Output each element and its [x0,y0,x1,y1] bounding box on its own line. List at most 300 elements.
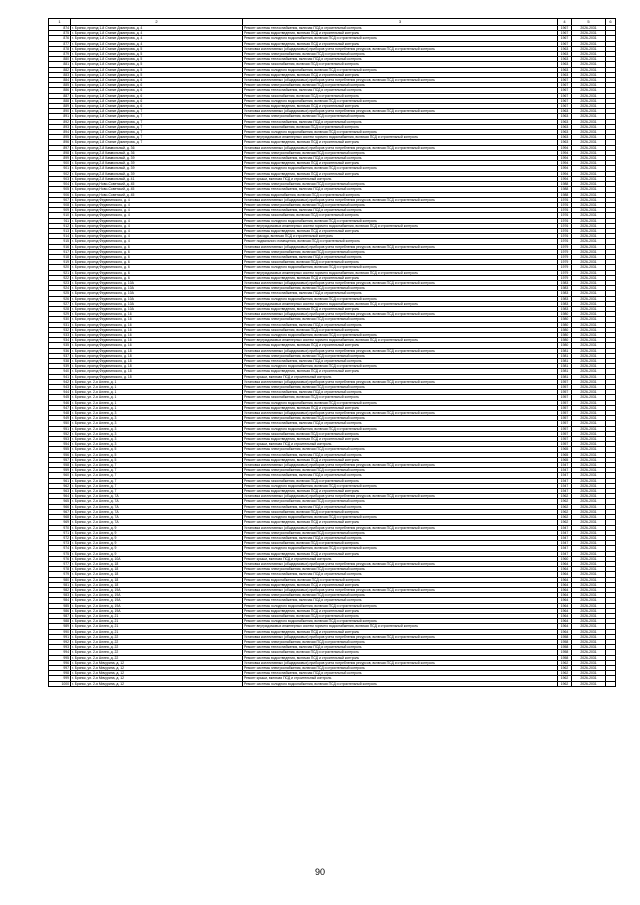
address-cell: г. Брянск, проезд 2-й Камвольный, д. 39 [71,156,243,161]
row-number-cell: 961 [49,478,71,483]
address-cell: г. Брянск, ул. 2-я Аллея, д. 1 [71,395,243,400]
address-cell: г. Брянск, ул. 2-я Аллея, д. 21 [71,613,243,618]
work-type-cell: Ремонт внутридомовых инженерных систем горячего водоснабжения, включая ПСД и строительный контроль [243,270,558,275]
work-type-cell: Ремонт системы водоотведения, включая ПСД и строительный контроль [243,437,558,442]
work-type-cell: Установка коллективных (общедомовых) приборов учета потребления ресурсов, включая ПСД и строительный контроль [243,78,558,83]
work-type-cell: Ремонт системы водоотведения, включая ПСД и строительный контроль [243,655,558,660]
row-number-cell: 938 [49,359,71,364]
work-type-cell: Ремонт системы холодного водоснабжения, включая ПСД и строительный контроль [243,166,558,171]
row-number-cell: 884 [49,78,71,83]
page-number: 90 [314,867,325,877]
address-cell: г. Брянск, проезд 1-й Станке Димитрова, д. 6 [71,104,243,109]
address-cell: г. Брянск, ул. 2-я Аллея, д. 19А [71,608,243,613]
work-type-cell: Установка коллективных (общедомовых) приборов учета потребления ресурсов, включая ПСД и строительный контроль [243,634,558,639]
year-cell: 1957 [558,400,572,405]
row-number-cell: 962 [49,483,71,488]
year-cell: 1963 [558,62,572,67]
row-number-cell: 876 [49,36,71,41]
work-type-cell: Ремонт системы газоснабжения, включая ПСД и строительный контроль [243,478,558,483]
row-number-cell: 984 [49,598,71,603]
address-cell: г. Брянск, ул. 2-я Аллея, д. 19А [71,598,243,603]
period-cell: 2026-2031 [572,296,606,301]
year-cell: 1957 [558,390,572,395]
work-type-cell: Ремонт системы газоснабжения, включая ПСД и строительный контроль [243,124,558,129]
address-cell: г. Брянск, проезд Федюнинского, д. 16 [71,338,243,343]
work-type-cell: Ремонт системы электроснабжения, включая ПСД и строительный контроль [243,202,558,207]
address-cell: г. Брянск, проезд Федюнинского, д. 16 [71,312,243,317]
work-type-cell: Ремонт системы теплоснабжения, включая ПСД и строительный контроль [243,57,558,62]
row-number-cell: 940 [49,369,71,374]
row-number-cell: 996 [49,660,71,665]
work-type-cell: Ремонт крыши, включая ПСД и строительный контроль [243,556,558,561]
row-number-cell: 894 [49,130,71,135]
period-cell: 2026-2031 [572,426,606,431]
address-cell: г. Брянск, проезд 1-й Станке Димитрова, д. 5 [71,52,243,57]
year-cell: 1962 [558,504,572,509]
address-cell: г. Брянск, проезд Федюнинского, д. 18 [71,369,243,374]
period-cell: 2026-2031 [572,244,606,249]
period-cell: 2026-2031 [572,98,606,103]
row-number-cell: 992 [49,639,71,644]
row-number-cell: 928 [49,306,71,311]
header-cell: 4 [558,19,572,26]
work-type-cell: Ремонт системы холодного водоснабжения, включая ПСД и строительный контроль [243,515,558,520]
work-type-cell: Ремонт системы электроснабжения, включая ПСД и строительный контроль [243,385,558,390]
header-cell: 6 [606,19,616,26]
year-cell: 1981 [558,348,572,353]
address-cell: г. Брянск, проезд Ново-Советский, д. 45 [71,192,243,197]
work-type-cell: Ремонт крыши, включая ПСД и строительный контроль [243,442,558,447]
address-cell: г. Брянск, проезд 1-й Станке Димитрова, д. 6 [71,78,243,83]
period-cell: 2026-2031 [572,431,606,436]
period-cell: 2026-2031 [572,52,606,57]
row-number-cell: 995 [49,655,71,660]
address-cell: г. Брянск, проезд 1-й Станке Димитрова, д. 6 [71,93,243,98]
period-cell: 2026-2031 [572,31,606,36]
work-type-cell: Ремонт фасада, включая ПСД и строительный контроль [243,234,558,239]
address-cell: г. Брянск, ул. 2-я Аллея, д. 7 [71,463,243,468]
address-cell: г. Брянск, ул. 2-я Аллея, д. 18 [71,577,243,582]
work-type-cell: Ремонт системы теплоснабжения, включая ПСД и строительный контроль [243,452,558,457]
period-cell: 2026-2031 [572,182,606,187]
row-number-cell: 983 [49,593,71,598]
row-number-cell: 967 [49,509,71,514]
address-cell: г. Брянск, проезд 1-й Станке Димитрова, д. 7 [71,109,243,114]
work-type-cell: Ремонт системы газоснабжения, включая ПСД и строительный контроль [243,613,558,618]
period-cell: 2026-2031 [572,483,606,488]
address-cell: г. Брянск, проезд Федюнинского, д. 18 [71,359,243,364]
year-cell: 1983 [558,306,572,311]
address-cell: г. Брянск, проезд 1-й Станке Димитрова, д. 4 [71,31,243,36]
address-cell: г. Брянск, проезд Федюнинского, д. 4 [71,213,243,218]
year-cell: 1958 [558,650,572,655]
address-cell: г. Брянск, проезд 1-й Станке Димитрова, д. 6 [71,98,243,103]
row-number-cell: 888 [49,98,71,103]
period-cell: 2026-2031 [572,572,606,577]
row-number-cell: 949 [49,416,71,421]
row-number-cell: 929 [49,312,71,317]
period-cell: 2026-2031 [572,411,606,416]
row-number-cell: 990 [49,629,71,634]
year-cell: 1981 [558,374,572,379]
year-cell: 1947 [558,489,572,494]
year-cell: 1957 [558,385,572,390]
work-type-cell: Установка коллективных (общедомовых) приборов учета потребления ресурсов, включая ПСД и строительный контроль [243,587,558,592]
year-cell: 1964 [558,603,572,608]
address-cell: г. Брянск, проезд Федюнинского, д. 16 [71,317,243,322]
period-cell: 2026-2031 [572,520,606,525]
address-cell: г. Брянск, проезд Федюнинского, д. 18 [71,364,243,369]
address-cell: г. Брянск, ул. 2-я Аллея, д. 3 [71,411,243,416]
address-cell: г. Брянск, проезд Федюнинского, д. 18 [71,348,243,353]
year-cell: 1994 [558,161,572,166]
work-type-cell: Установка коллективных (общедомовых) приборов учета потребления ресурсов, включая ПСД и строительный контроль [243,46,558,51]
work-type-cell: Установка коллективных (общедомовых) приборов учета потребления ресурсов, включая ПСД и строительный контроль [243,379,558,384]
period-cell: 2026-2031 [572,489,606,494]
year-cell: 1960 [558,556,572,561]
row-number-cell: 877 [49,41,71,46]
row-number-cell: 895 [49,135,71,140]
address-cell: г. Брянск, проезд Федюнинского, д. 4 [71,234,243,239]
row-number-cell: 885 [49,83,71,88]
period-cell: 2026-2031 [572,634,606,639]
year-cell: 1964 [558,629,572,634]
address-cell: г. Брянск, проезд 1-й Станке Димитрова, д. 7 [71,119,243,124]
period-cell: 2026-2031 [572,385,606,390]
work-type-cell: Ремонт системы водоотведения, включая ПСД и строительный контроль [243,520,558,525]
row-number-cell: 989 [49,624,71,629]
period-cell: 2026-2031 [572,213,606,218]
period-cell: 2026-2031 [572,223,606,228]
year-cell: 1947 [558,525,572,530]
year-cell: 1976 [558,213,572,218]
row-number-cell: 944 [49,390,71,395]
year-cell: 1958 [558,639,572,644]
address-cell: г. Брянск, ул. 2-я Аллея, д. 7 [71,473,243,478]
address-cell: г. Брянск, ул. 2-я Мичурина, д. 12 [71,660,243,665]
address-cell: г. Брянск, проезд 1-й Станке Димитрова, д. 7 [71,124,243,129]
row-number-cell: 882 [49,67,71,72]
work-type-cell: Ремонт системы теплоснабжения, включая ПСД и строительный контроль [243,504,558,509]
address-cell: г. Брянск, ул. 2-я Аллея, д. 22 [71,634,243,639]
period-cell: 2026-2031 [572,400,606,405]
year-cell: 1967 [558,98,572,103]
period-cell: 2026-2031 [572,660,606,665]
row-number-cell: 880 [49,57,71,62]
row-number-cell: 986 [49,608,71,613]
address-cell: г. Брянск, проезд Федюнинского, д. 16 [71,343,243,348]
year-cell: 1963 [558,57,572,62]
period-cell: 2026-2031 [572,119,606,124]
year-cell: 1976 [558,239,572,244]
year-cell: 1947 [558,468,572,473]
year-cell: 1957 [558,395,572,400]
year-cell: 1981 [558,359,572,364]
address-cell: г. Брянск, ул. 2-я Аллея, д. 7А [71,494,243,499]
period-cell: 2026-2031 [572,124,606,129]
address-cell: г. Брянск, проезд Федюнинского, д. 4 [71,218,243,223]
row-number-cell: 923 [49,280,71,285]
period-cell: 2026-2031 [572,36,606,41]
period-cell: 2026-2031 [572,473,606,478]
year-cell: 1979 [558,249,572,254]
period-cell: 2026-2031 [572,567,606,572]
row-number-cell: 912 [49,223,71,228]
work-type-cell: Ремонт системы водоотведения, включая ПСД и строительный контроль [243,306,558,311]
address-cell: г. Брянск, проезд Федюнинского, д. 6 [71,270,243,275]
period-cell: 2026-2031 [572,327,606,332]
year-cell: 1947 [558,541,572,546]
work-type-cell: Установка коллективных (общедомовых) приборов учета потребления ресурсов, включая ПСД и строительный контроль [243,463,558,468]
address-cell: г. Брянск, ул. 2-я Аллея, д. 3 [71,437,243,442]
year-cell: 1988 [558,182,572,187]
period-cell: 2026-2031 [572,197,606,202]
address-cell: г. Брянск, проезд Федюнинского, д. 6 [71,249,243,254]
period-cell: 2026-2031 [572,556,606,561]
address-cell: г. Брянск, проезд Федюнинского, д. 18 [71,353,243,358]
row-number-cell: 945 [49,395,71,400]
work-type-cell: Ремонт системы холодного водоснабжения, включая ПСД и строительный контроль [243,296,558,301]
row-number-cell: 981 [49,582,71,587]
work-type-cell: Ремонт системы водоснабжения, включая ПСД и строительный контроль [243,577,558,582]
work-type-cell: Ремонт системы теплоснабжения, включая ПСД и строительный контроль [243,187,558,192]
work-type-cell: Ремонт системы холодного водоснабжения, включая ПСД и строительный контроль [243,483,558,488]
period-cell: 2026-2031 [572,322,606,327]
schedule-table [48,18,616,687]
period-cell: 2026-2031 [572,109,606,114]
work-type-cell: Ремонт системы водоотведения, включая ПСД и строительный контроль [243,582,558,587]
period-cell: 2026-2031 [572,515,606,520]
address-cell: г. Брянск, ул. 2-я Аллея, д. 5 [71,452,243,457]
address-cell: г. Брянск, ул. 2-я Аллея, д. 18 [71,572,243,577]
period-cell: 2026-2031 [572,437,606,442]
work-type-cell: Ремонт системы теплоснабжения, включая ПСД и строительный контроль [243,359,558,364]
year-cell: 1965 [558,447,572,452]
address-cell: г. Брянск, ул. 2-я Мичурина, д. 12 [71,665,243,670]
period-cell: 2026-2031 [572,104,606,109]
row-number-cell: 997 [49,665,71,670]
period-cell: 2026-2031 [572,577,606,582]
address-cell: г. Брянск, ул. 2-я Аллея, д. 9 [71,546,243,551]
address-cell: г. Брянск, проезд 1-й Станке Димитрова, д. 7 [71,135,243,140]
year-cell: 1994 [558,171,572,176]
row-number-cell: 930 [49,317,71,322]
period-cell: 2026-2031 [572,468,606,473]
work-type-cell: Ремонт системы электроснабжения, включая ПСД и строительный контроль [243,499,558,504]
address-cell: г. Брянск, ул. 2-я Аллея, д. 1 [71,385,243,390]
period-cell: 2026-2031 [572,275,606,280]
address-cell: г. Брянск, ул. 2-я Аллея, д. 9 [71,530,243,535]
work-type-cell: Ремонт внутридомовых инженерных систем горячего водоснабжения, включая ПСД и строительный контроль [243,223,558,228]
work-type-cell: Ремонт системы теплоснабжения, включая ПСД и строительный контроль [243,156,558,161]
work-type-cell: Ремонт системы электроснабжения, включая ПСД и строительный контроль [243,182,558,187]
work-type-cell: Ремонт системы водоснабжения, включая ПСД и строительный контроль [243,192,558,197]
work-type-cell: Ремонт системы теплоснабжения, включая ПСД и строительный контроль [243,390,558,395]
row-number-cell: 892 [49,119,71,124]
period-cell: 2026-2031 [572,608,606,613]
work-type-cell: Ремонт системы холодного водоснабжения, включая ПСД и строительный контроль [243,681,558,686]
work-type-cell: Ремонт системы теплоснабжения, включая ПСД и строительный контроль [243,473,558,478]
address-cell: г. Брянск, ул. 2-я Аллея, д. 7 [71,468,243,473]
address-cell: г. Брянск, проезд Федюнинского, д. 4 [71,197,243,202]
period-cell: 2026-2031 [572,374,606,379]
year-cell: 1962 [558,509,572,514]
row-number-cell: 974 [49,546,71,551]
work-type-cell: Ремонт внутридомовых инженерных систем горячего водоснабжения, включая ПСД и строительный контроль [243,624,558,629]
work-type-cell: Ремонт системы электроснабжения, включая ПСД и строительный контроль [243,353,558,358]
row-number-cell: 982 [49,587,71,592]
row-number-cell: 955 [49,447,71,452]
year-cell: 1964 [558,593,572,598]
work-type-cell: Ремонт системы газоснабжения, включая ПСД и строительный контроль [243,62,558,67]
work-type-cell: Ремонт системы водоотведения, включая ПСД и строительный контроль [243,457,558,462]
year-cell: 1947 [558,483,572,488]
work-type-cell: Установка коллективных (общедомовых) приборов учета потребления ресурсов, включая ПСД и строительный контроль [243,109,558,114]
work-type-cell: Ремонт крыши, включая ПСД и строительный контроль [243,374,558,379]
period-cell: 2026-2031 [572,364,606,369]
row-number-cell: 914 [49,234,71,239]
period-cell: 2026-2031 [572,286,606,291]
row-number-cell: 985 [49,603,71,608]
year-cell: 1964 [558,619,572,624]
work-type-cell: Ремонт системы теплоснабжения, включая ПСД и строительный контроль [243,254,558,259]
address-cell: г. Брянск, ул. 2-я Аллея, д. 18 [71,582,243,587]
work-type-cell: Ремонт системы электроснабжения, включая ПСД и строительный контроль [243,83,558,88]
row-number-cell: 991 [49,634,71,639]
work-type-cell: Ремонт системы холодного водоснабжения, включая ПСД и строительный контроль [243,603,558,608]
year-cell: 1980 [558,332,572,337]
row-number-cell: 959 [49,468,71,473]
work-type-cell: Ремонт системы электроснабжения, включая ПСД и строительный контроль [243,249,558,254]
period-cell: 2026-2031 [572,645,606,650]
period-cell: 2026-2031 [572,156,606,161]
address-cell: г. Брянск, ул. 2-я Мичурина, д. 12 [71,681,243,686]
year-cell: 1981 [558,353,572,358]
address-cell: г. Брянск, проезд 2-й Камвольный, д. 39 [71,166,243,171]
year-cell: 1983 [558,291,572,296]
address-cell: г. Брянск, проезд Федюнинского, д. 18 [71,374,243,379]
period-cell: 2026-2031 [572,390,606,395]
period-cell: 2026-2031 [572,442,606,447]
work-type-cell: Ремонт системы водоотведения, включая ПСД и строительный контроль [243,161,558,166]
work-type-cell: Ремонт системы теплоснабжения, включая ПСД и строительный контроль [243,322,558,327]
row-number-cell: 947 [49,405,71,410]
address-cell: г. Брянск, проезд 1-й Станке Димитрова, д. 4 [71,26,243,31]
year-cell: 1947 [558,535,572,540]
address-cell: г. Брянск, проезд 1-й Станке Димитрова, д. 5 [71,46,243,51]
address-cell: г. Брянск, ул. 2-я Аллея, д. 1 [71,405,243,410]
address-cell: г. Брянск, ул. 2-я Аллея, д. 19А [71,587,243,592]
year-cell: 1957 [558,421,572,426]
row-number-cell: 886 [49,88,71,93]
year-cell: 1962 [558,494,572,499]
work-type-cell: Ремонт крыши, включая ПСД и строительный контроль [243,176,558,181]
year-cell: 1967 [558,88,572,93]
address-cell: г. Брянск, ул. 2-я Аллея, д. 1 [71,379,243,384]
work-type-cell: Ремонт системы теплоснабжения, включая ПСД и строительный контроль [243,119,558,124]
row-number-cell: 970 [49,525,71,530]
work-type-cell: Ремонт системы холодного водоснабжения, включая ПСД и строительный контроль [243,98,558,103]
row-number-cell: 926 [49,296,71,301]
work-type-cell: Ремонт системы теплоснабжения, включая ПСД и строительный контроль [243,535,558,540]
year-cell: 1958 [558,634,572,639]
address-cell: г. Брянск, ул. 2-я Аллея, д. 19А [71,603,243,608]
year-cell: 1962 [558,515,572,520]
work-type-cell: Ремонт системы электроснабжения, включая ПСД и строительный контроль [243,447,558,452]
period-cell: 2026-2031 [572,265,606,270]
work-type-cell: Установка коллективных (общедомовых) приборов учета потребления ресурсов, включая ПСД и строительный контроль [243,348,558,353]
year-cell: 1983 [558,280,572,285]
period-cell: 2026-2031 [572,525,606,530]
work-type-cell: Ремонт системы электроснабжения, включая ПСД и строительный контроль [243,150,558,155]
year-cell: 1967 [558,104,572,109]
work-type-cell: Ремонт системы теплоснабжения, включая ПСД и строительный контроль [243,88,558,93]
period-cell: 2026-2031 [572,504,606,509]
row-number-cell: 916 [49,244,71,249]
work-type-cell: Установка коллективных (общедомовых) приборов учета потребления ресурсов, включая ПСД и строительный контроль [243,197,558,202]
work-type-cell: Ремонт системы теплоснабжения, включая ПСД и строительный контроль [243,645,558,650]
work-type-cell: Ремонт системы холодного водоснабжения, включая ПСД и строительный контроль [243,364,558,369]
work-type-cell: Ремонт системы холодного водоснабжения, включая ПСД и строительный контроль [243,67,558,72]
row-number-cell: 917 [49,249,71,254]
row-number-cell: 968 [49,515,71,520]
row-number-cell: 919 [49,260,71,265]
header-row [49,19,616,26]
work-type-cell: Ремонт системы холодного водоснабжения, включая ПСД и строительный контроль [243,332,558,337]
year-cell: 1963 [558,46,572,51]
row-number-cell: 898 [49,150,71,155]
table-body [49,26,616,687]
address-cell: г. Брянск, проезд Федюнинского, д. 10А [71,291,243,296]
year-cell: 1983 [558,296,572,301]
year-cell: 1947 [558,530,572,535]
period-cell: 2026-2031 [572,582,606,587]
year-cell: 1957 [558,442,572,447]
address-cell: г. Брянск, проезд 1-й Станке Димитрова, д. 7 [71,114,243,119]
year-cell: 1976 [558,234,572,239]
year-cell: 1988 [558,192,572,197]
period-cell: 2026-2031 [572,619,606,624]
period-cell: 2026-2031 [572,499,606,504]
period-cell: 2026-2031 [572,530,606,535]
year-cell: 1994 [558,156,572,161]
address-cell: г. Брянск, ул. 2-я Аллея, д. 18 [71,567,243,572]
period-cell: 2026-2031 [572,93,606,98]
work-type-cell: Ремонт системы электроснабжения, включая ПСД и строительный контроль [243,286,558,291]
year-cell: 1963 [558,119,572,124]
address-cell: г. Брянск, ул. 2-я Аллея, д. 22 [71,645,243,650]
year-cell: 1979 [558,275,572,280]
period-cell: 2026-2031 [572,509,606,514]
year-cell: 1964 [558,582,572,587]
period-cell: 2026-2031 [572,67,606,72]
year-cell: 1963 [558,72,572,77]
year-cell: 1957 [558,426,572,431]
year-cell: 1967 [558,36,572,41]
year-cell: 1957 [558,411,572,416]
period-cell: 2026-2031 [572,343,606,348]
address-cell: г. Брянск, ул. 2-я Аллея, д. 7А [71,509,243,514]
year-cell: 1958 [558,655,572,660]
work-type-cell: Ремонт системы холодного водоснабжения, включая ПСД и строительный контроль [243,130,558,135]
address-cell: г. Брянск, проезд Федюнинского, д. 16 [71,327,243,332]
row-number-cell: 935 [49,343,71,348]
row-number-cell: 979 [49,572,71,577]
period-cell: 2026-2031 [572,671,606,676]
period-cell: 2026-2031 [572,421,606,426]
table-row [49,681,616,686]
work-type-cell: Ремонт системы холодного водоснабжения, включая ПСД и строительный контроль [243,426,558,431]
